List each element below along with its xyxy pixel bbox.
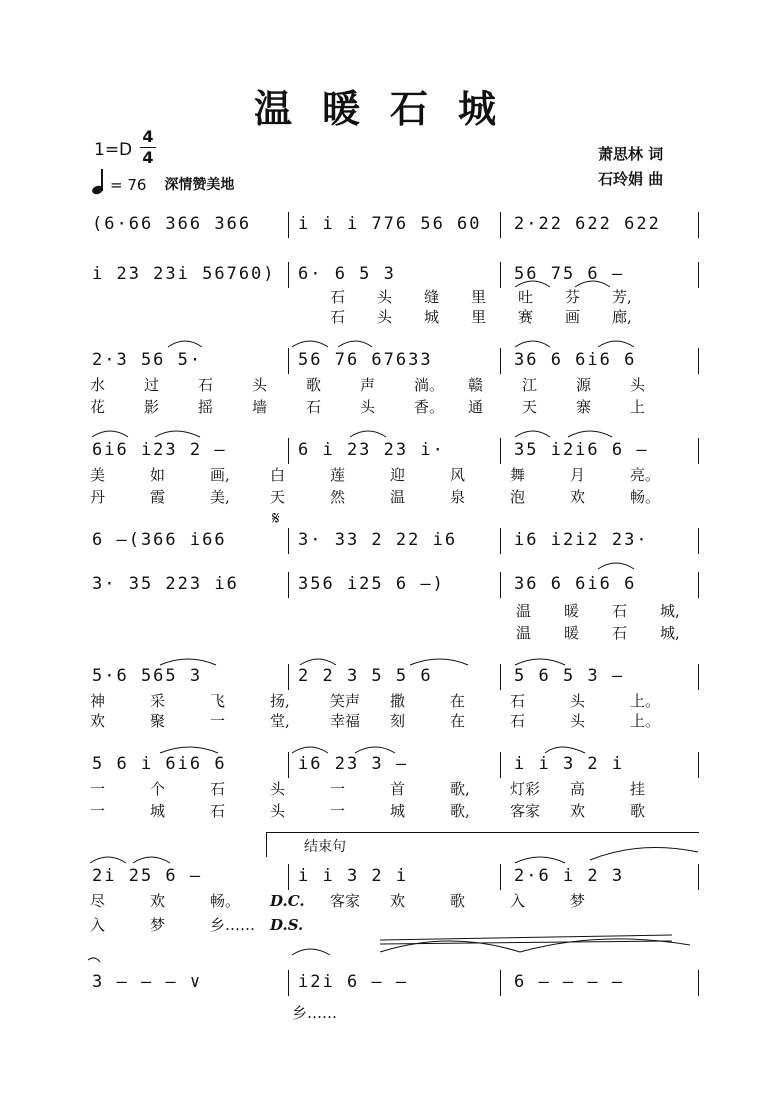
barline — [288, 212, 289, 238]
measure-group: 3· 33 2 22 i6 — [298, 530, 458, 550]
lyric-word: 淌。 — [414, 376, 445, 394]
lyric-word: 如 — [150, 466, 166, 484]
lyric-word: 然 — [330, 488, 346, 506]
measure-group: 6 i 23 23 i· — [298, 440, 445, 460]
barline — [698, 970, 699, 996]
lyric-word: 霞 — [150, 488, 166, 506]
lyric-word: 石 — [210, 802, 226, 820]
credits — [598, 142, 663, 192]
lyric-word: 梦 — [570, 892, 586, 910]
barline — [288, 262, 289, 288]
lyric-word: 畅。 — [210, 892, 241, 910]
lyric-word: 上。 — [630, 692, 661, 710]
lyric-word: 欢 — [570, 488, 586, 506]
lyric-word: 吐 — [518, 288, 534, 306]
barline — [698, 262, 699, 288]
barline — [500, 664, 501, 690]
barline — [288, 664, 289, 690]
barline — [698, 438, 699, 464]
tempo-marking — [92, 168, 234, 194]
measure-group: 3 – – – ∨ — [92, 972, 203, 992]
notation-row — [88, 864, 700, 890]
notation-row — [88, 348, 700, 374]
lyric-word: 温 — [390, 488, 406, 506]
barline — [500, 752, 501, 778]
lyric-line — [90, 800, 702, 821]
expression-mark: 深情赞美地 — [164, 177, 235, 193]
notation-row — [88, 212, 700, 238]
lyric-word: 通 — [468, 398, 484, 416]
lyric-word: 石 — [330, 308, 346, 326]
lyric-word: 歌 — [450, 892, 466, 910]
lyric-word: 廊, — [612, 308, 632, 326]
lyric-word: 头 — [377, 308, 393, 326]
measure-group: i i 3 2 i — [298, 866, 409, 886]
lyricist: 萧思林 词 — [598, 145, 664, 163]
lyric-word: 源 — [576, 376, 592, 394]
lyric-word: 聚 — [150, 712, 166, 730]
lyric-word: 石 — [510, 692, 526, 710]
lyric-word: 头 — [270, 780, 286, 798]
lyric-word: 梦 — [150, 916, 166, 934]
lyric-word: 天 — [522, 398, 538, 416]
notation-row — [88, 970, 700, 996]
lyric-line — [90, 690, 702, 711]
lyric-word: 芳, — [612, 288, 632, 306]
measure-group: 56 75 6 – — [514, 264, 625, 284]
barline — [698, 664, 699, 690]
lyric-word: 在 — [450, 712, 466, 730]
lyric-word: 畅。 — [630, 488, 661, 506]
lyric-word: 泉 — [450, 488, 466, 506]
lyric-word: 芬 — [565, 288, 581, 306]
barline — [288, 752, 289, 778]
measure-group: 6 – – – – — [514, 972, 625, 992]
coda-label: 结束句 — [304, 839, 346, 855]
lyric-word: 在 — [450, 692, 466, 710]
barline — [698, 348, 699, 374]
measure-group: 56 76 67633 — [298, 350, 433, 370]
lyric-word: D.C. — [270, 892, 305, 910]
lyric-word: 神 — [90, 692, 106, 710]
lyric-line — [516, 600, 780, 621]
barline — [698, 528, 699, 554]
lyric-word: 石 — [612, 624, 628, 642]
lyric-line — [90, 914, 702, 935]
lyric-word: 欢 — [570, 802, 586, 820]
lyric-word: 一 — [330, 780, 346, 798]
lyric-word: 个 — [150, 780, 166, 798]
lyric-line — [90, 890, 702, 911]
lyric-word: 江 — [522, 376, 538, 394]
lyric-word: 声 — [360, 376, 376, 394]
lyric-word: 一 — [210, 712, 226, 730]
measure-group: 36 6 6i6 6 — [514, 350, 637, 370]
measure-group: 6i6 i23 2 – — [92, 440, 227, 460]
lyric-word: 采 — [150, 692, 166, 710]
lyric-word: 天 — [270, 488, 286, 506]
lyric-word: 一 — [90, 802, 106, 820]
notation-row — [88, 438, 700, 464]
lyric-word: 亮。 — [630, 466, 661, 484]
tempo-value: = 76 — [110, 176, 147, 194]
lyric-word: 歌 — [306, 376, 322, 394]
lyric-word: 城, — [660, 602, 680, 620]
lyric-word: 美 — [90, 466, 106, 484]
lyric-word: 撒 — [390, 692, 406, 710]
barline — [500, 528, 501, 554]
barline — [698, 572, 699, 598]
lyric-line — [90, 374, 702, 395]
lyric-word: 寨 — [576, 398, 592, 416]
lyric-word: 温 — [516, 602, 532, 620]
measure-group: 6 –(366 i66 — [92, 530, 227, 550]
lyric-line — [90, 396, 702, 417]
lyric-word: 刻 — [390, 712, 406, 730]
lyric-word: 石 — [612, 602, 628, 620]
lyric-word: 尽 — [90, 892, 106, 910]
lyric-word: 风 — [450, 466, 466, 484]
notation-row — [88, 572, 700, 598]
lyric-word: 歌, — [450, 780, 470, 798]
lyric-word: 城 — [150, 802, 166, 820]
lyric-word: 泡 — [510, 488, 526, 506]
measure-group: i i 3 2 i — [514, 754, 625, 774]
lyric-word: 入 — [90, 916, 106, 934]
lyric-word: 歌, — [450, 802, 470, 820]
lyric-word: 客家 — [510, 802, 541, 820]
composer: 石玲娟 曲 — [598, 170, 664, 188]
lyric-word: 头 — [570, 692, 586, 710]
measure-group: i6 i2i2 23· — [514, 530, 649, 550]
measure-group: 2 2 3 5 5 6 — [298, 666, 433, 686]
lyric-word: 舞 — [510, 466, 526, 484]
lyric-word: 头 — [252, 376, 268, 394]
measure-group: 356 i25 6 –) — [298, 574, 445, 594]
lyric-word: 城, — [660, 624, 680, 642]
lyric-word: 歌 — [630, 802, 646, 820]
measure-group: 2·3 56 5· — [92, 350, 203, 370]
lyric-line — [330, 306, 780, 327]
lyric-word: 摇 — [198, 398, 214, 416]
lyric-word: 灯彩 — [510, 780, 541, 798]
notation-row — [88, 262, 700, 288]
lyric-word: 水 — [90, 376, 106, 394]
lyric-word: 影 — [144, 398, 160, 416]
lyric-word: 莲 — [330, 466, 346, 484]
measure-group: (6·66 366 366 — [92, 214, 252, 234]
barline — [500, 212, 501, 238]
lyric-word: 欢 — [90, 712, 106, 730]
barline — [500, 572, 501, 598]
lyric-word: 头 — [270, 802, 286, 820]
lyric-word: 乡…… — [210, 916, 256, 934]
measure-group: i 23 23i 56760) — [92, 264, 276, 284]
lyric-word: 丹 — [90, 488, 106, 506]
barline — [288, 864, 289, 890]
lyric-word: 城 — [390, 802, 406, 820]
lyric-word: 花 — [90, 398, 106, 416]
measure-group: 36 6 6i6 6 — [514, 574, 637, 594]
barline — [500, 262, 501, 288]
measure-group: 6· 6 5 3 — [298, 264, 396, 284]
lyric-line — [90, 486, 702, 507]
lyric-word: 扬, — [270, 692, 290, 710]
lyric-word: 飞 — [210, 692, 226, 710]
barline — [500, 864, 501, 890]
barline — [500, 438, 501, 464]
lyric-word: 迎 — [390, 466, 406, 484]
lyric-word: 里 — [471, 308, 487, 326]
measure-group: 2·6 i 2 3 — [514, 866, 625, 886]
measure-group: 2·22 622 622 — [514, 214, 661, 234]
lyric-word: 暖 — [564, 624, 580, 642]
barline — [698, 212, 699, 238]
notation-row — [88, 528, 700, 554]
barline — [500, 970, 501, 996]
lyric-word: 入 — [510, 892, 526, 910]
lyric-word: 暖 — [564, 602, 580, 620]
time-signature — [138, 128, 158, 167]
lyric-word: D.S. — [270, 916, 304, 934]
lyric-line — [90, 464, 702, 485]
lyric-word: 首 — [390, 780, 406, 798]
barline — [288, 348, 289, 374]
lyric-word: 缝 — [424, 288, 440, 306]
lyric-word: 上。 — [630, 712, 661, 730]
measure-group: 3· 35 223 i6 — [92, 574, 239, 594]
lyric-line — [90, 778, 702, 799]
lyric-word: 上 — [630, 398, 646, 416]
lyric-word: 石 — [330, 288, 346, 306]
lyric-line — [90, 710, 702, 731]
notation-row — [88, 752, 700, 778]
measure-group: i i i 776 56 60 — [298, 214, 482, 234]
lyric-word: 过 — [144, 376, 160, 394]
lyric-word: 头 — [360, 398, 376, 416]
lyric-line — [330, 286, 780, 307]
measure-group: i2i 6 – – — [298, 972, 409, 992]
lyric-word: 石 — [306, 398, 322, 416]
barline — [288, 572, 289, 598]
measure-group: 35 i2i6 6 – — [514, 440, 649, 460]
meter-bottom: 4 — [142, 148, 154, 167]
key-signature: 1=D — [94, 140, 133, 160]
barline — [500, 348, 501, 374]
lyric-word: 欢 — [150, 892, 166, 910]
measure-group: 5 6 i 6i6 6 — [92, 754, 227, 774]
notation-row — [88, 664, 700, 690]
lyric-word: 温 — [516, 624, 532, 642]
segno-sign: 𝄋 — [272, 508, 280, 529]
lyric-word: 客家 — [330, 892, 361, 910]
measure-group: 5 6 5 3 – — [514, 666, 625, 686]
lyric-word: 画 — [565, 308, 581, 326]
lyric-word: 头 — [377, 288, 393, 306]
lyric-word: 月 — [570, 466, 586, 484]
lyric-word: 一 — [90, 780, 106, 798]
lyric-word: 石 — [198, 376, 214, 394]
measure-group: 5·6 565 3 — [92, 666, 203, 686]
lyric-word: 里 — [471, 288, 487, 306]
barline — [288, 528, 289, 554]
lyric-word: 赛 — [518, 308, 534, 326]
lyric-word: 香。 — [414, 398, 445, 416]
lyric-word: 石 — [210, 780, 226, 798]
lyric-word: 高 — [570, 780, 586, 798]
lyric-word: 一 — [330, 802, 346, 820]
lyric-word: 城 — [424, 308, 440, 326]
lyric-word: 欢 — [390, 892, 406, 910]
lyric-word: 画, — [210, 466, 230, 484]
quarter-note-icon — [92, 168, 106, 194]
lyric-word: 堂, — [270, 712, 290, 730]
barline — [698, 752, 699, 778]
lyric-word: 赣 — [468, 376, 484, 394]
lyric-word: 幸福 — [330, 712, 361, 730]
lyric-word: 挂 — [630, 780, 646, 798]
lyric-line: 乡…… — [292, 1004, 338, 1022]
song-title: 温暖石城 — [253, 86, 526, 131]
lyric-word: 石 — [510, 712, 526, 730]
measure-group: i6 23 3 – — [298, 754, 409, 774]
lyric-word: 头 — [570, 712, 586, 730]
lyric-word: 笑声 — [330, 692, 361, 710]
barline — [698, 864, 699, 890]
meter-top: 4 — [142, 127, 154, 146]
measure-group: 2i 25 6 – — [92, 866, 203, 886]
lyric-line — [516, 622, 780, 643]
barline — [288, 438, 289, 464]
lyric-word: 美, — [210, 488, 230, 506]
lyric-word: 白 — [270, 466, 286, 484]
barline — [288, 970, 289, 996]
lyric-word: 头 — [630, 376, 646, 394]
lyric-word: 墙 — [252, 398, 268, 416]
